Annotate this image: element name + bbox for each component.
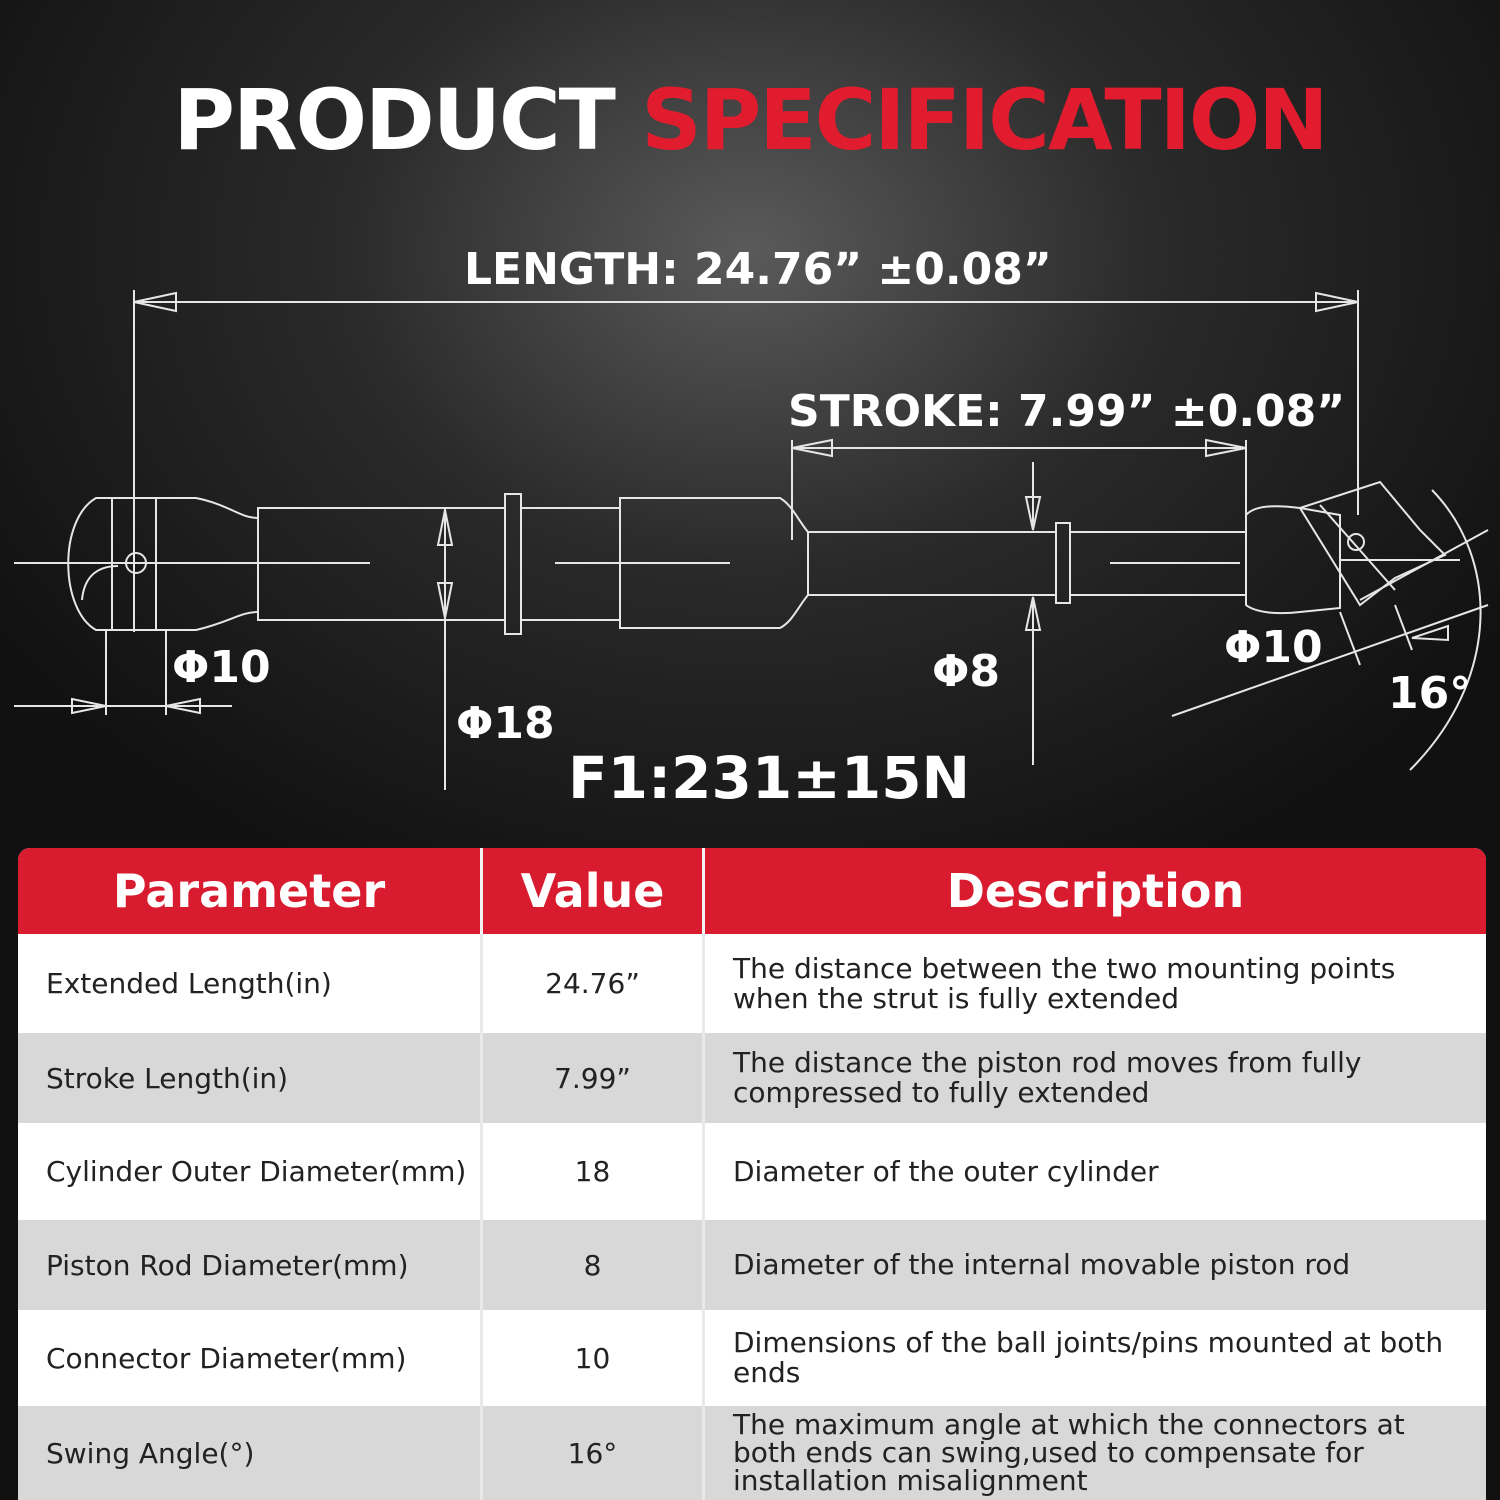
value-cell: 24.76” [483,934,705,1033]
stroke-dimension-label: STROKE: 7.99” ±0.08” [788,386,1346,437]
table-row [18,1406,1486,1500]
value-cell: 10 [483,1310,705,1406]
length-dimension-label: LENGTH: 24.76” ±0.08” [464,244,1052,295]
description-cell: The distance the piston rod moves from fully compressed to fully extended [733,1046,1362,1109]
description-cell: The maximum angle at which the connectors at both ends can swing,used to compensate for installation misalignment [733,1408,1405,1497]
connector-right-diameter: Φ10 [1224,622,1323,673]
connector-left-diameter: Φ10 [172,642,271,693]
title-part-white: PRODUCT [173,71,614,169]
value-cell: 8 [483,1220,705,1310]
title-part-red: SPECIFICATION [641,71,1327,169]
force-label: F1:231±15N [568,744,971,812]
table-row [18,1123,1486,1220]
param-cell: Extended Length(in) [18,934,483,1033]
param-cell: Swing Angle(°) [18,1406,483,1500]
table-row [18,1310,1486,1406]
param-cell: Stroke Length(in) [18,1033,483,1123]
table-row [18,1220,1486,1310]
table-header [18,848,1486,934]
description-cell: Diameter of the outer cylinder [733,1154,1159,1188]
spec-table [18,848,1486,1500]
description-cell: Diameter of the internal movable piston rod [733,1248,1351,1281]
swing-angle-label: 16° [1388,668,1472,719]
header-value: Value [483,848,705,934]
table-row [18,934,1486,1033]
cylinder-diameter: Φ18 [456,698,555,749]
header-description: Description [946,864,1245,918]
value-cell: 16° [483,1406,705,1500]
header-parameter: Parameter [18,848,483,934]
table-row [18,1033,1486,1123]
value-cell: 7.99” [483,1033,705,1123]
param-cell: Cylinder Outer Diameter(mm) [18,1123,483,1220]
description-cell: Dimensions of the ball joints/pins mounted at both ends [733,1326,1444,1389]
description-cell: The distance between the two mounting points when the strut is fully extended [733,951,1396,1015]
param-cell: Piston Rod Diameter(mm) [18,1220,483,1310]
rod-diameter: Φ8 [932,646,1001,697]
param-cell: Connector Diameter(mm) [18,1310,483,1406]
value-cell: 18 [483,1123,705,1220]
